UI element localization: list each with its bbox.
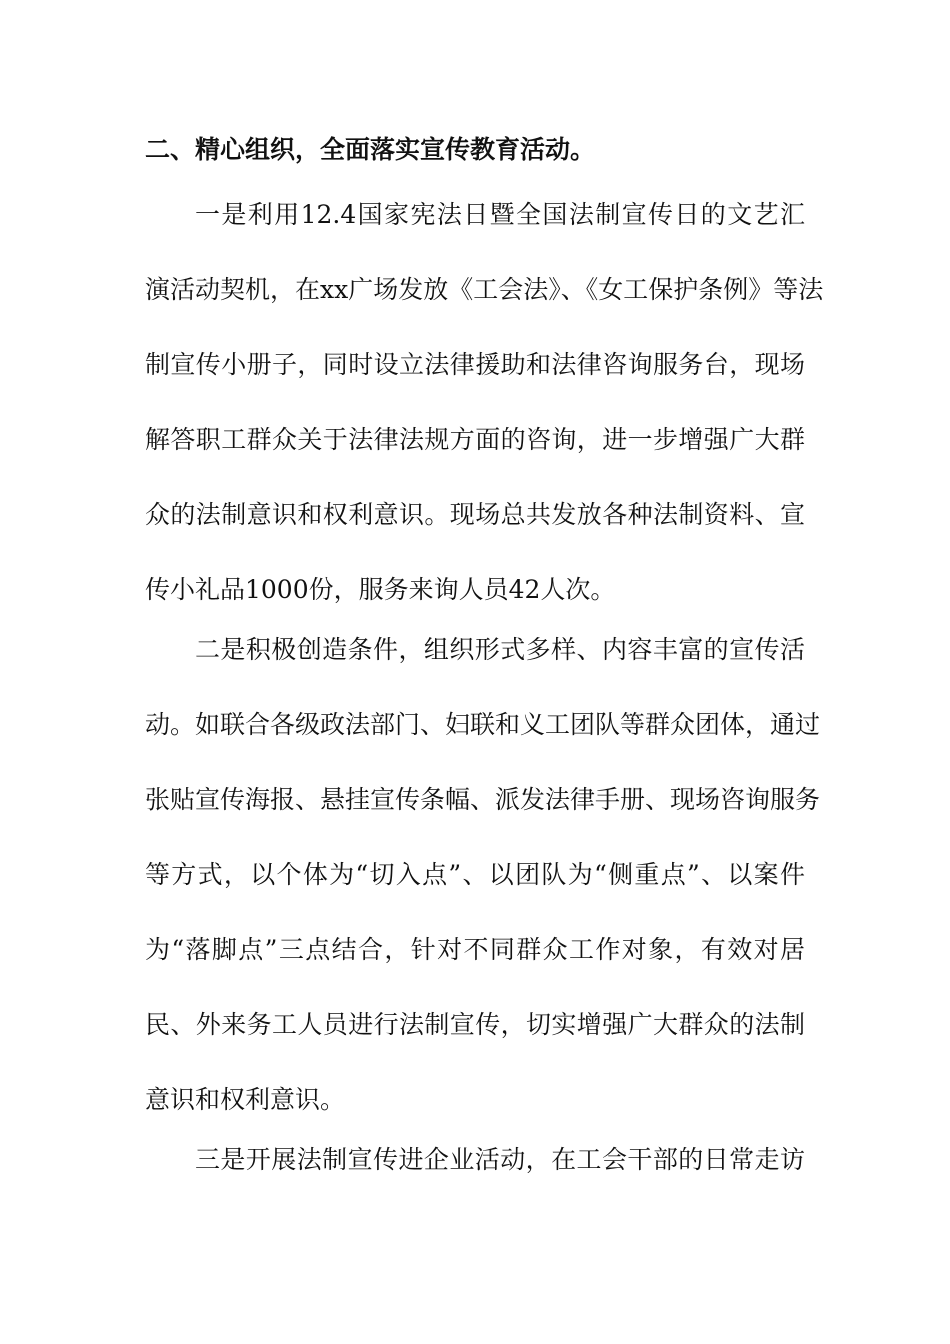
paragraph-line: 制宣传小册子，同时设立法律援助和法律咨询服务台，现场 [145,350,805,379]
paragraph-line: 三是开展法制宣传进企业活动，在工会干部的日常走访 [195,1145,805,1174]
paragraph-line: 一是利用12.4国家宪法日暨全国法制宣传日的文艺汇 [195,200,805,229]
paragraph-line: 动。如联合各级政法部门、妇联和义工团队等群众团体，通过 [145,710,821,739]
paragraph-line: 众的法制意识和权利意识。现场总共发放各种法制资料、宣 [145,500,805,529]
paragraph-line: 为“落脚点”三点结合，针对不同群众工作对象，有效对居 [145,935,805,964]
paragraph-line: 民、外来务工人员进行法制宣传，切实增强广大群众的法制 [145,1010,805,1039]
paragraph-line: 张贴宣传海报、悬挂宣传条幅、派发法律手册、现场咨询服务 [145,785,821,814]
paragraph-line: 演活动契机，在xx广场发放《工会法》、《女工保护条例》等法 [145,275,824,304]
paragraph-line: 二是积极创造条件，组织形式多样、内容丰富的宣传活 [195,635,805,664]
section-heading: 二、精心组织，全面落实宣传教育活动。 [145,135,596,164]
paragraph-line: 传小礼品1000份，服务来询人员42人次。 [145,575,616,604]
paragraph-line: 意识和权利意识。 [145,1085,346,1114]
paragraph-line: 等方式，以个体为“切入点”、以团队为“侧重点”、以案件 [145,860,805,889]
paragraph-line: 解答职工群众关于法律法规方面的咨询，进一步增强广大群 [145,425,805,454]
